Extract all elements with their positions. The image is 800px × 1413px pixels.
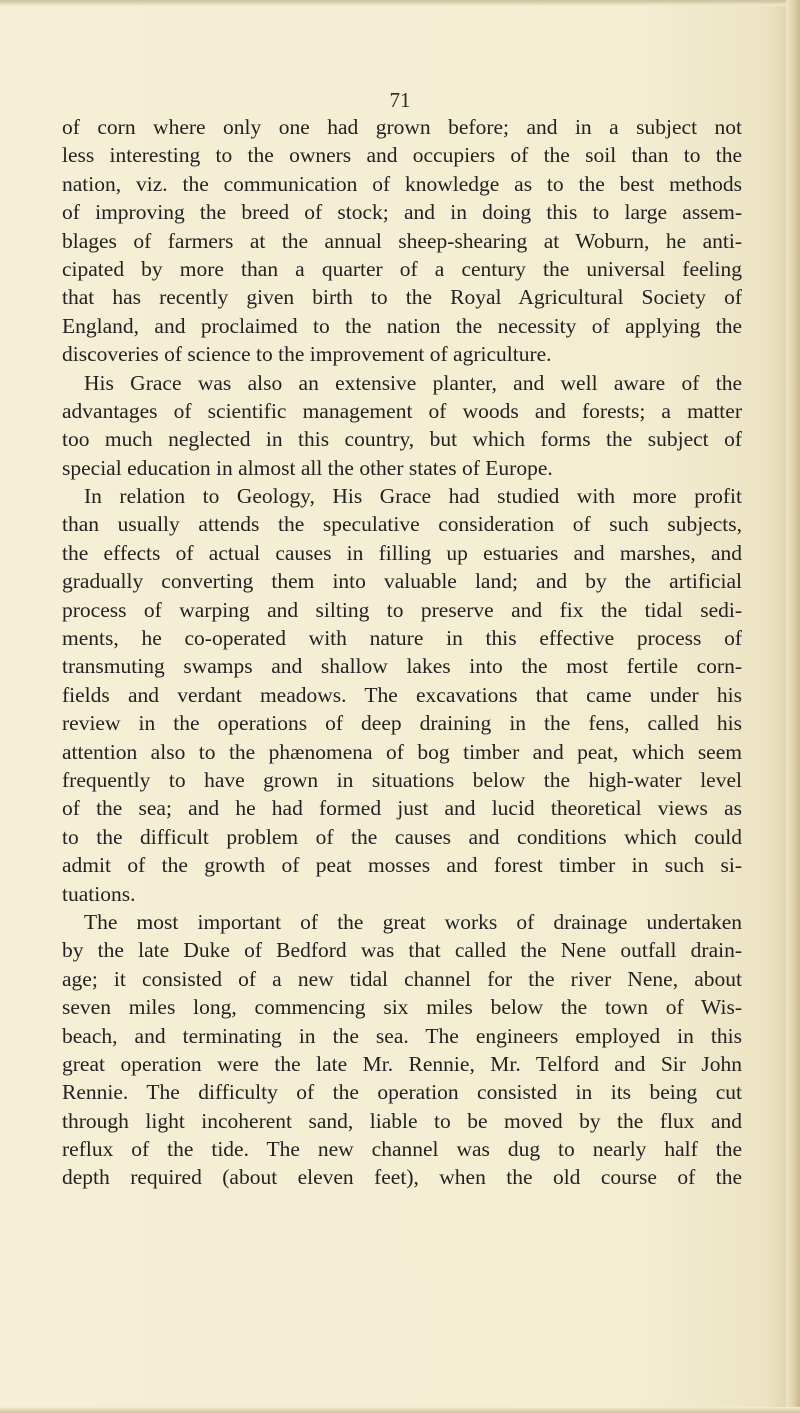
text-line: of the sea; and he had formed just and lucid theoretical views as <box>62 796 742 821</box>
text-line: attention also to the phænomena of bog timber and peat, which seem <box>62 739 742 764</box>
text-line: discoveries of science to the improvement of agriculture. <box>62 342 552 367</box>
text-line: cipated by more than a quarter of a century the universal feeling <box>62 256 742 281</box>
text-line: advantages of scientific management of woods and forests; a matter <box>62 398 742 423</box>
paragraph-start-line: The most important of the great works of drainage undertaken <box>84 909 742 934</box>
text-line: less interesting to the owners and occupiers of the soil than to the <box>62 143 742 168</box>
text-line: that has recently given birth to the Royal Agricultural Society of <box>62 285 742 310</box>
text-line: beach, and terminating in the sea. The engineers employed in this <box>62 1023 742 1048</box>
text-line: England, and proclaimed to the nation the necessity of applying the <box>62 313 742 338</box>
text-line: admit of the growth of peat mosses and forest timber in such si- <box>62 853 742 878</box>
page-number: 71 <box>389 88 411 112</box>
text-line: of improving the breed of stock; and in doing this to large assem- <box>62 200 742 225</box>
text-line: tuations. <box>62 881 136 906</box>
text-line: frequently to have grown in situations below the high-water level <box>62 767 742 792</box>
text-line: to the difficult problem of the causes and conditions which could <box>62 824 742 849</box>
text-line: the effects of actual causes in filling up estuaries and marshes, and <box>62 540 742 565</box>
paragraph-start-line: His Grace was also an extensive planter, and well aware of the <box>84 370 742 395</box>
text-line: review in the operations of deep draining in the fens, called his <box>62 711 742 736</box>
text-line: nation, viz. the communication of knowledge as to the best methods <box>62 171 742 196</box>
text-line: Rennie. The difficulty of the operation consisted in its being cut <box>62 1080 742 1105</box>
text-line: ments, he co-operated with nature in this effective process of <box>62 626 742 651</box>
text-line: of corn where only one had grown before; and in a subject not <box>62 115 742 139</box>
text-line: through light incoherent sand, liable to be moved by the flux and <box>62 1108 742 1133</box>
text-line: gradually converting them into valuable land; and by the artificial <box>62 569 742 594</box>
text-line: too much neglected in this country, but which forms the subject of <box>62 427 742 452</box>
text-line: special education in almost all the other states of Europe. <box>62 455 553 480</box>
text-line: seven miles long, commencing six miles below the town of Wis- <box>62 995 742 1020</box>
text-line: by the late Duke of Bedford was that called the Nene outfall drain- <box>62 938 742 963</box>
text-line: process of warping and silting to preserve and fix the tidal sedi- <box>62 597 742 622</box>
text-line: blages of farmers at the annual sheep-shearing at Woburn, he anti- <box>62 228 742 253</box>
text-line: depth required (about eleven feet), when the old course of the <box>62 1165 742 1190</box>
page-top-edge <box>0 0 800 6</box>
text-line: than usually attends the speculative consideration of such subjects, <box>62 512 742 537</box>
text-line: reflux of the tide. The new channel was dug to nearly half the <box>62 1137 742 1162</box>
page-binding-edge <box>786 0 800 1413</box>
page-bottom-edge <box>0 1407 800 1413</box>
paragraph-start-line: In relation to Geology, His Grace had studied with more profit <box>84 484 742 509</box>
text-line: age; it consisted of a new tidal channel for the river Nene, about <box>62 966 742 991</box>
text-line: transmuting swamps and shallow lakes into the most fertile corn- <box>62 654 742 679</box>
text-line: fields and verdant meadows. The excavations that came under his <box>62 682 742 707</box>
text-line: great operation were the late Mr. Rennie, Mr. Telford and Sir John <box>62 1051 742 1076</box>
body-text <box>62 113 742 1192</box>
